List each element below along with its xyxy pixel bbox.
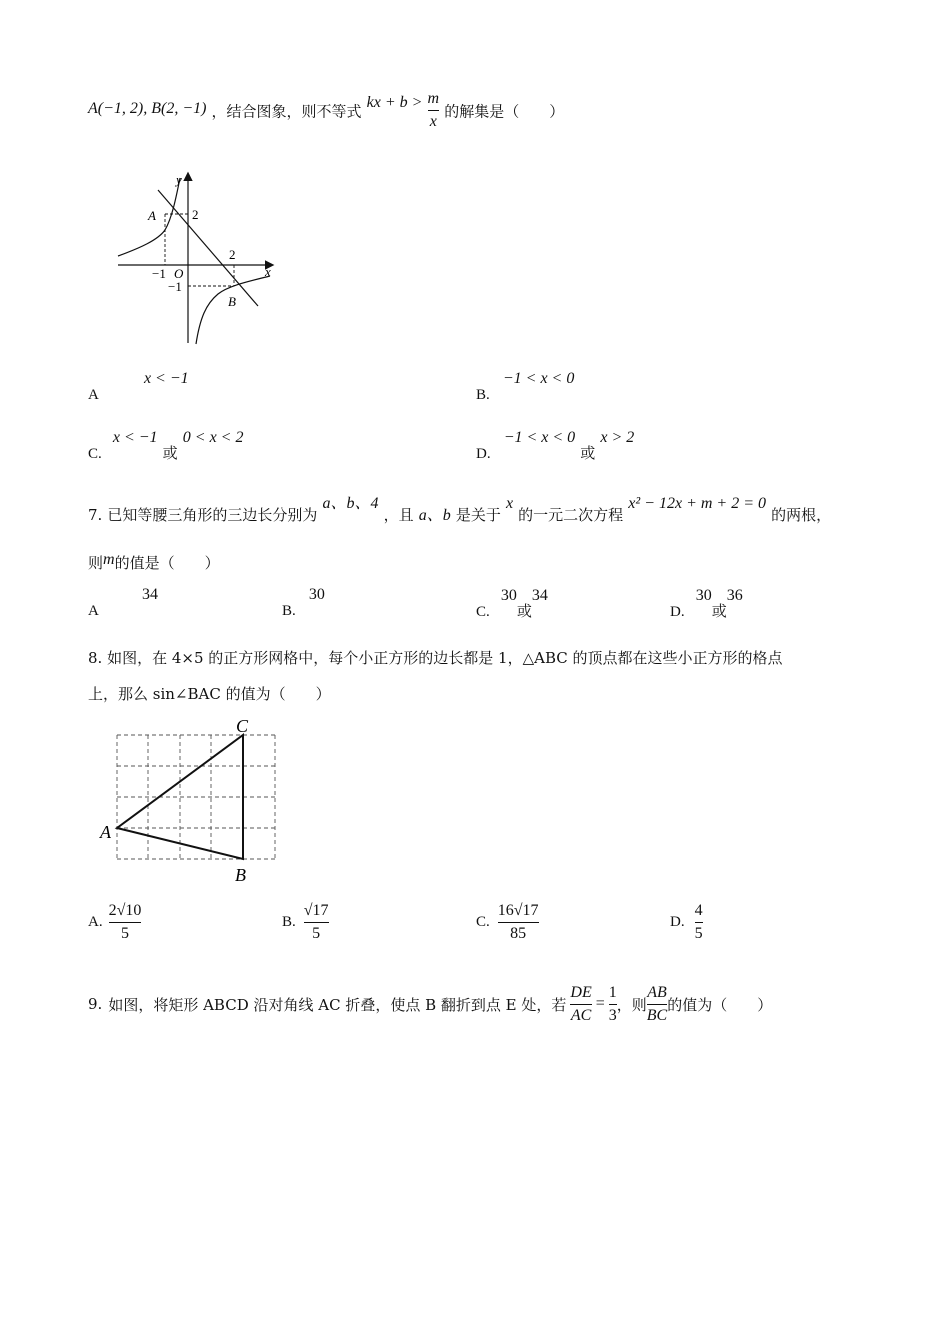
option-or: 或 xyxy=(580,444,596,462)
q6-intro xyxy=(88,92,564,132)
option-math: x < −1 xyxy=(143,370,189,387)
option-math: x < −1 xyxy=(112,429,158,446)
point-b-label: B xyxy=(228,294,236,309)
fraction-num: 2√10 xyxy=(108,902,142,919)
option-letter: D. xyxy=(670,913,685,930)
q7-option-b[interactable] xyxy=(282,584,325,619)
option-math: −1 < x < 0 xyxy=(503,429,576,446)
option-letter: B. xyxy=(282,603,296,619)
q7-option-d[interactable] xyxy=(670,584,743,620)
q8-text: 如图，在 4×5 的正方形网格中，每个小正方形的边长都是 1，△ABC 的顶点都在这些小正方形的格点 xyxy=(107,649,783,667)
q7-text: 是关于 xyxy=(455,506,501,524)
q6-fraction-num: m xyxy=(427,90,440,107)
fraction-den: 5 xyxy=(120,924,129,942)
option-value: 30 xyxy=(308,586,325,603)
q7-text: ，且 xyxy=(383,506,414,524)
q6-intro-tail: 的解集是（ ） xyxy=(444,102,565,121)
q7-text: 的值是（ ） xyxy=(114,554,220,572)
tick-y-minus1: −1 xyxy=(168,279,182,294)
fraction-num: 1 xyxy=(608,984,617,1001)
option-letter: A. xyxy=(88,913,103,930)
option-or: 或 xyxy=(516,602,532,620)
fraction-den: BC xyxy=(646,1006,668,1024)
q8-grid-figure xyxy=(96,714,286,884)
option-value: 34 xyxy=(141,586,158,603)
tick-y-2: 2 xyxy=(192,207,199,222)
fraction-num: 16√17 xyxy=(497,902,539,919)
option-math2: x > 2 xyxy=(600,429,635,446)
q8-stem-line1 xyxy=(88,647,783,668)
q8-option-a[interactable] xyxy=(88,902,141,942)
q8-option-b[interactable] xyxy=(282,902,329,942)
x-axis-label: x xyxy=(265,264,271,279)
q7-math-sides: a、b、4 xyxy=(322,495,379,512)
origin-label: O xyxy=(174,266,184,281)
tick-x-minus1: −1 xyxy=(152,266,166,281)
y-axis-label: y xyxy=(176,172,182,187)
q6-inequality-left: kx + b > xyxy=(366,93,423,111)
fraction-den: 5 xyxy=(312,924,321,942)
q9-stem xyxy=(88,984,772,1024)
option-math2: 0 < x < 2 xyxy=(182,429,244,446)
q7-math-m: m xyxy=(103,551,115,568)
option-letter: A xyxy=(88,387,99,403)
q6-fraction-den: x xyxy=(429,112,437,130)
q7-text: 的一元二次方程 xyxy=(518,506,624,524)
q7-equation: x² − 12x + m + 2 = 0 xyxy=(628,495,767,512)
q6-intro-text: ，结合图象，则不等式 xyxy=(211,102,362,121)
q8-number: 8. xyxy=(88,649,103,667)
option-letter: D. xyxy=(670,604,685,620)
vertex-a-label: A xyxy=(100,822,111,842)
option-fraction xyxy=(304,902,329,942)
q6-graph xyxy=(110,168,280,348)
q6-option-c[interactable] xyxy=(88,426,244,462)
q8-text: 上，那么 sin∠BAC 的值为（ ） xyxy=(88,685,331,703)
option-letter: C. xyxy=(476,913,490,930)
q6-points: A(−1, 2), B(2, −1) xyxy=(88,99,207,117)
q9-text: 的值为（ ） xyxy=(667,995,773,1014)
vertex-c-label: C xyxy=(236,716,249,736)
option-letter: C. xyxy=(476,604,490,620)
q6-option-a[interactable] xyxy=(88,368,189,403)
tick-x-2: 2 xyxy=(229,247,236,262)
fraction-den: 5 xyxy=(694,924,703,942)
q9-fraction-ab-bc xyxy=(647,984,667,1024)
q7-text: 则 xyxy=(88,554,104,572)
q7-number: 7. xyxy=(88,506,103,524)
q7-text: 的两根， xyxy=(771,506,832,524)
q7-math-x: x xyxy=(505,495,514,512)
fraction-den: 85 xyxy=(510,924,527,942)
option-or: 或 xyxy=(162,444,178,462)
option-letter: A xyxy=(88,603,99,619)
option-fraction xyxy=(695,902,703,942)
q6-option-b[interactable] xyxy=(476,368,575,403)
q7-math-ab: a、b xyxy=(418,507,451,524)
option-value2: 34 xyxy=(531,587,548,604)
option-value: 30 xyxy=(500,587,517,604)
q7-stem-line2 xyxy=(88,548,220,572)
q7-text: 已知等腰三角形的三边长分别为 xyxy=(107,506,318,524)
fraction-num: 4 xyxy=(694,902,703,919)
fraction-den: AC xyxy=(570,1006,592,1024)
q9-number: 9. xyxy=(88,995,103,1014)
q9-fraction-one-third xyxy=(609,984,617,1024)
q9-fraction-de-ac xyxy=(570,984,591,1024)
q7-option-a[interactable] xyxy=(88,584,158,619)
q9-text: ，则 xyxy=(616,995,647,1014)
q8-grid-lines xyxy=(117,735,275,859)
vertex-b-label: B xyxy=(235,865,246,884)
q7-stem-line1 xyxy=(88,490,832,524)
q6-inequality-fraction xyxy=(428,90,440,130)
fraction-num: AB xyxy=(647,984,667,1001)
option-letter: C. xyxy=(88,446,102,462)
fraction-den: 3 xyxy=(608,1006,617,1024)
q8-option-d[interactable] xyxy=(670,902,703,942)
point-a-label: A xyxy=(148,208,156,223)
q6-option-d[interactable] xyxy=(476,426,635,462)
q7-option-c[interactable] xyxy=(476,584,548,620)
fraction-num: √17 xyxy=(303,902,329,919)
option-value: 30 xyxy=(695,587,712,604)
q9-equals: = xyxy=(595,995,605,1013)
option-letter: B. xyxy=(476,387,490,403)
option-fraction xyxy=(109,902,142,942)
option-letter: D. xyxy=(476,446,491,462)
option-fraction xyxy=(498,902,539,942)
q9-text: 如图，将矩形 ABCD 沿对角线 AC 折叠，使点 B 翻折到点 E 处，若 xyxy=(108,995,567,1014)
option-value2: 36 xyxy=(726,587,743,604)
q8-option-c[interactable] xyxy=(476,902,539,942)
option-math: −1 < x < 0 xyxy=(502,370,575,387)
option-or: 或 xyxy=(711,602,727,620)
q8-stem-line2 xyxy=(88,683,331,704)
option-letter: B. xyxy=(282,913,296,930)
fraction-num: DE xyxy=(570,984,592,1001)
